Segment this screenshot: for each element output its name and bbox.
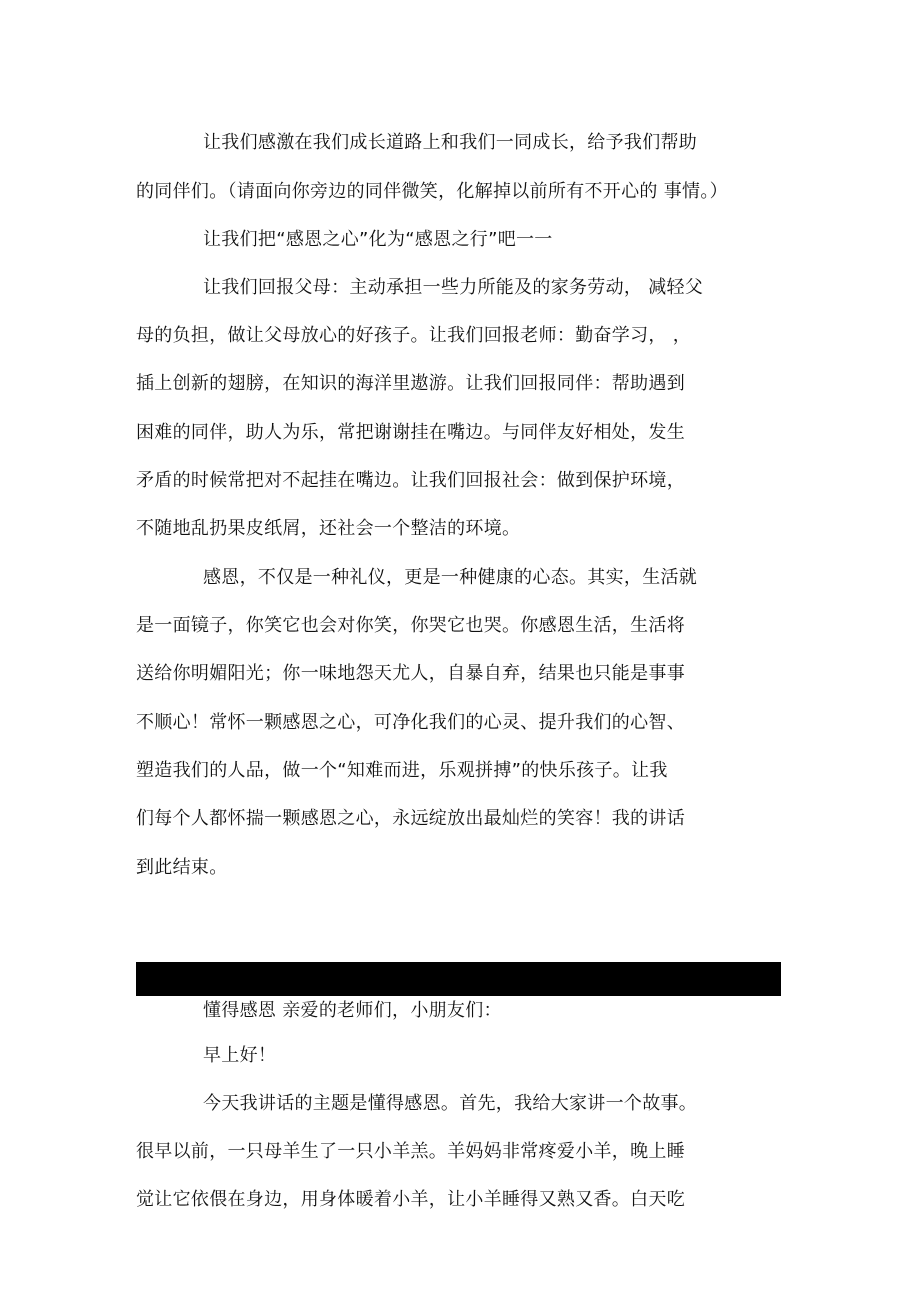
text-line: 让我们把“感恩之心”化为“感恩之行”吧一一	[203, 229, 553, 250]
section-heading-line: 懂得感恩 亲爱的老师们，小朋友们：	[203, 1000, 502, 1021]
text-line: 的同伴们。（请面向你旁边的同伴微笑，化解掉以前所有不开心的 事情。）	[136, 181, 728, 202]
text-line: 送给你明媚阳光；你一味地怨天尤人，自暴自弃，结果也只能是事事	[136, 663, 685, 684]
text-line: 不顺心！常怀一颗感恩之心，可净化我们的心灵、提升我们的心智、	[136, 712, 685, 733]
section-divider-bar	[136, 962, 781, 996]
text-line: 觉让它依偎在身边，用身体暖着小羊，让小羊睡得又熟又香。白天吃	[136, 1189, 685, 1210]
text-line: 不随地乱扔果皮纸屑，还社会一个整洁的环境。	[136, 518, 521, 539]
text-line: 们每个人都怀揣一颗感恩之心，永远绽放出最灿烂的笑容！我的讲话	[136, 808, 685, 829]
text-line: 让我们感激在我们成长道路上和我们一同成长，给予我们帮助	[203, 132, 698, 153]
text-line: 是一面镜子，你笑它也会对你笑，你哭它也哭。你感恩生活，生活将	[136, 615, 685, 636]
text-line: 母的负担，做让父母放心的好孩子。让我们回报老师：勤奋学习， ，	[136, 325, 692, 346]
text-line: 很早以前，一只母羊生了一只小羊羔。羊妈妈非常疼爱小羊，晚上睡	[136, 1141, 685, 1162]
text-line: 困难的同伴，助人为乐，常把谢谢挂在嘴边。与同伴友好相处，发生	[136, 422, 685, 443]
text-line: 让我们回报父母：主动承担一些力所能及的家务劳动， 减轻父	[203, 277, 704, 298]
text-line: 感恩，不仅是一种礼仪，更是一种健康的心态。其实，生活就	[203, 567, 698, 588]
text-line: 矛盾的时候常把对不起挂在嘴边。让我们回报社会：做到保护环境，	[136, 470, 685, 491]
text-line: 到此结束。	[136, 857, 228, 878]
text-line: 塑造我们的人品，做一个“知难而进，乐观拼搏”的快乐孩子。让我	[136, 760, 668, 781]
text-line: 早上好！	[203, 1045, 277, 1066]
text-line: 插上创新的翅膀，在知识的海洋里遨游。让我们回报同伴：帮助遇到	[136, 373, 685, 394]
text-line: 今天我讲话的主题是懂得感恩。首先，我给大家讲一个故事。	[203, 1093, 698, 1114]
